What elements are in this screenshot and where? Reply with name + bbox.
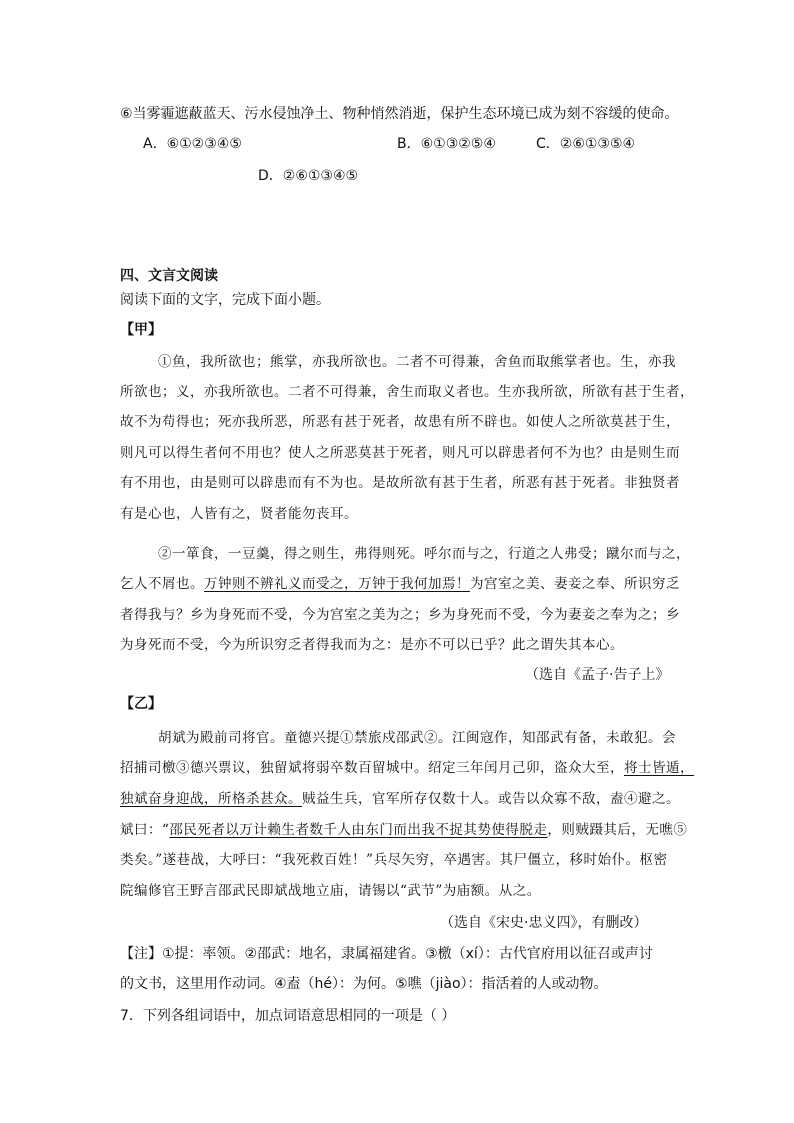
underlined-sentence: 邵民死者以万计赖生者数千人由东门而出我不捉其势使得脱走 [169,822,548,838]
yi-line: 类矣。”遂巷战，大呼曰：“我死救百姓！”兵尽矢穷，卒遇害。其尸僵立，移时始仆。枢密 [120,852,668,868]
note-line: 的文书，这里用作动词。④盍（hé）：为何。⑤噍（jiào）：指活着的人或动物。 [120,976,608,992]
question-6-tail: ⑥当雾霾遮蔽蓝天、污水侵蚀净土、物种悄然消逝，保护生态环境已成为刻不容缓的使命。 [120,106,679,122]
yi-text: 贼益生兵，官军所存仅数十人。或告以众寡不敌，盍④避之。 [302,791,680,807]
jia-line: 有不用也，由是则可以辟患而有不为也。是故所欲有甚于生者，所恶有甚于死者。非独贤者 [120,475,680,491]
jia-label: 【甲】 [120,322,162,338]
underlined-sentence: 独斌奋身迎战，所格杀甚众。 [120,791,302,807]
jia-line: 故不为苟得也；死亦我所恶，所恶有甚于死者，故患有所不辟也。如使人之所欲莫甚于生， [120,414,680,430]
yi-label: 【乙】 [120,696,162,712]
section-title: 四、文言文阅读 [120,268,218,284]
yi-line: 胡斌为殿前司将官。童德兴提①禁旅戍邵武②。江闽寇作，知邵武有备，未敢犯。会 [158,730,676,746]
yi-line [120,820,687,840]
option-b: B．⑥①③②⑤④ [397,136,496,152]
instruction: 阅读下面的文字，完成下面小题。 [120,292,330,308]
jia-line: 为身死而不受，今为所识穷乏者得我而为之：是亦不可以已乎？此之谓失其本心。 [120,637,624,653]
question-7: 7．下列各组词语中，加点词语意思相同的一项是（ ） [120,1008,456,1024]
jia-line: 者得我与？乡为身死而不受，今为宫室之美为之；乡为身死而不受，今为妻妾之奉为之；乡 [120,607,680,623]
jia-line: ①鱼，我所欲也；熊掌，亦我所欲也。二者不可得兼，舍鱼而取熊掌者也。生，亦我 [158,354,676,370]
jia-line: 有是心也，人皆有之，贤者能勿丧耳。 [120,506,358,522]
yi-text: 招捕司檄③德兴票议，独留斌将弱卒数百留城中。绍定三年闰月己卯，盗众大至， [120,760,624,776]
jia-text: 乞人不屑也。 [120,576,204,592]
yi-source: （选自《宋史·忠义四》，有删改） [440,915,648,931]
yi-line [120,758,694,778]
jia-line: 所欲也；义，亦我所欲也。二者不可得兼，舍生而取义者也。生亦我所欲，所欲有甚于生者， [120,384,694,400]
underlined-sentence: 将士皆遁， [624,760,694,776]
jia-text: 为宫室之美、妻妾之奉、所识穷乏 [470,576,680,592]
underlined-sentence: 万钟则不辨礼义而受之，万钟于我何加焉！ [204,576,470,592]
jia-line [120,574,680,594]
yi-line: 院编修官王野言邵武民即斌战地立庙，请锡以“武节”为庙额。从之。 [120,883,541,899]
yi-text: 斌曰：“ [120,822,170,838]
jia-line: 则凡可以得生者何不用也？使人之所恶莫甚于死者，则凡可以辟患者何不为也？由是则生而 [120,445,680,461]
option-d: D．②⑥①③④⑤ [258,168,359,184]
yi-line [120,789,680,809]
yi-text: ，则贼蹑其后，无噍⑤ [547,822,688,838]
jia-line: ②一箪食，一豆羹，得之则生，弗得则死。呼尔而与之，行道之人弗受；蹴尔而与之， [158,546,690,562]
option-a: A．⑥①②③④⑤ [143,136,242,152]
option-c: C．②⑥①③⑤④ [536,136,636,152]
jia-source: （选自《孟子·告子上》 [525,667,670,683]
note-line: 【注】①提：率领。②邵武：地名，隶属福建省。③檄（xí）：古代官府用以征召或声讨 [120,946,653,962]
